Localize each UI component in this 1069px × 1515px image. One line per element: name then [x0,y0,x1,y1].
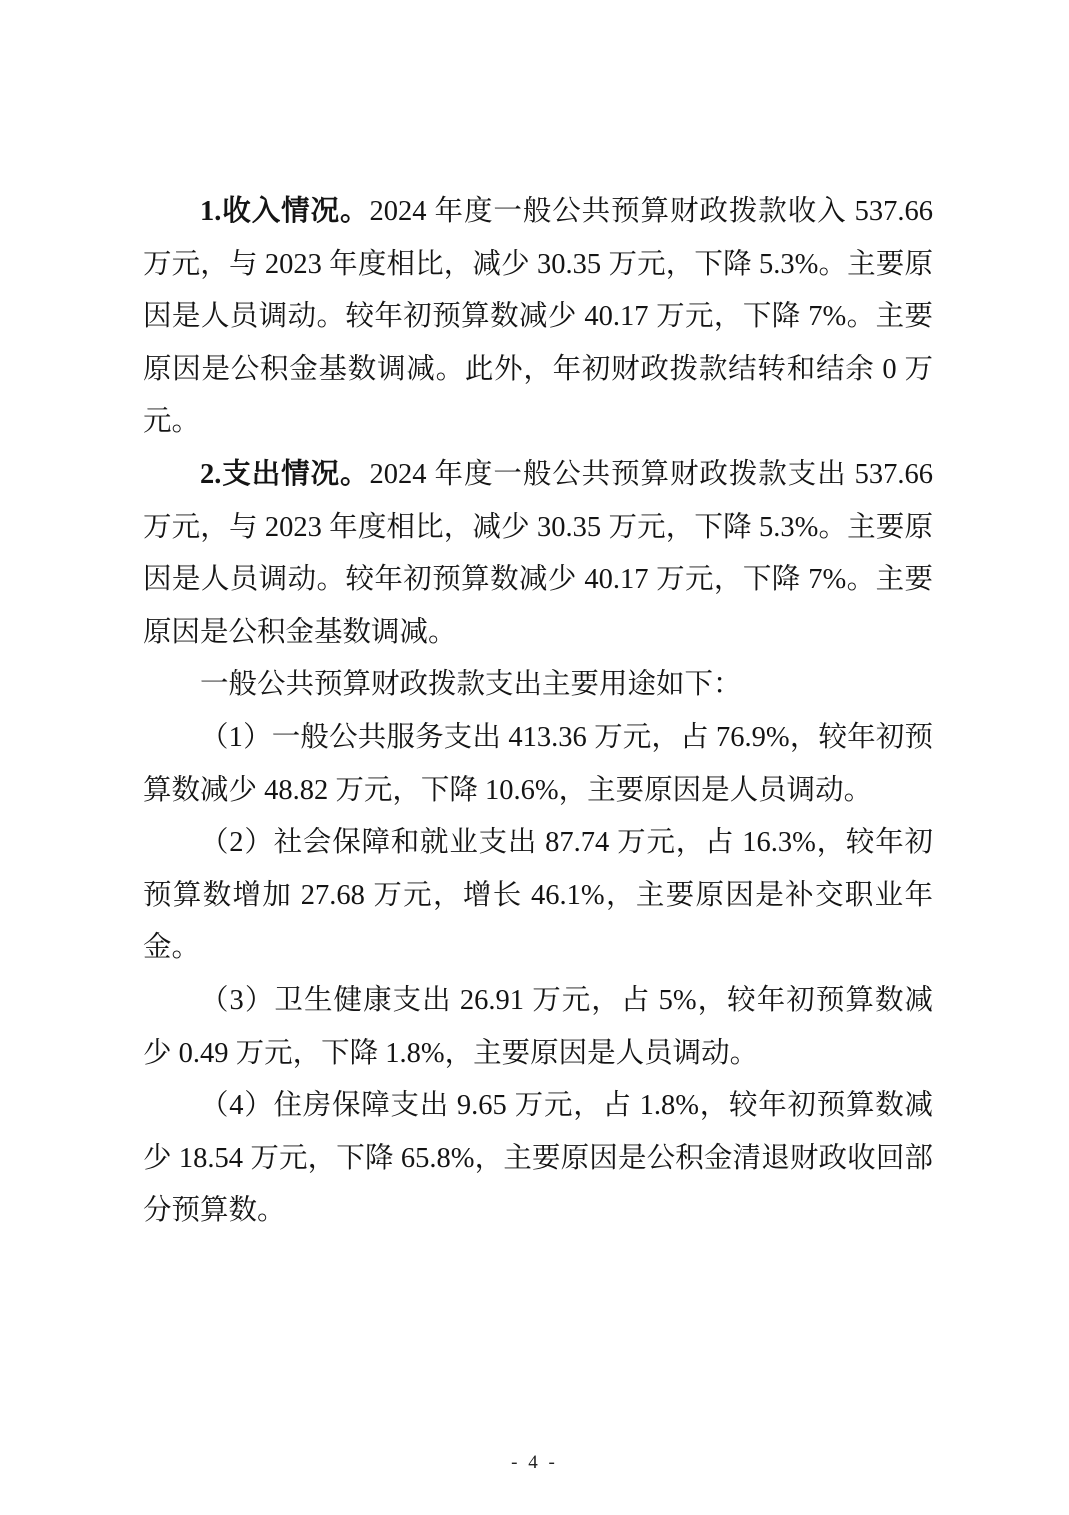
document-body [143,186,933,1238]
paragraph: （2）社会保障和就业支出 87.74 万元，占 16.3%，较年初预算数增加 27.68 万元，增长 46.1%，主要原因是补交职业年金。 [143,827,933,964]
paragraph: 2.支出情况。2024 年度一般公共预算财政拨款支出 537.66 万元，与 2023 年度相比，减少 30.35 万元，下降 5.3%。主要原因是人员调动。较年初预算数减少 40.17 万元，下降 7%。主要原因是公积金基数调减。 [143,458,933,648]
paragraph: （4）住房保障支出 9.65 万元，占 1.8%，较年初预算数减少 18.54 万元，下降 65.8%，主要原因是公积金清退财政收回部分预算数。 [143,1090,933,1227]
page-footer [0,1452,1069,1474]
paragraph: （1）一般公共服务支出 413.36 万元，占 76.9%，较年初预算数减少 48.82 万元，下降 10.6%，主要原因是人员调动。 [143,721,933,806]
page-number: - 4 - [511,1452,558,1473]
paragraph-lead: 1.收入情况。 [200,196,370,227]
paragraph: 1.收入情况。2024 年度一般公共预算财政拨款收入 537.66 万元，与 2023 年度相比，减少 30.35 万元，下降 5.3%。主要原因是人员调动。较年初预算数减少 40.17 万元，下降 7%。主要原因是公积金基数调减。此外，年初财政拨款结转和结余 0 万元。 [143,196,933,438]
paragraph-lead: 2.支出情况。 [200,458,370,490]
paragraph: 一般公共预算财政拨款支出主要用途如下： [200,669,742,701]
paragraph: （3）卫生健康支出 26.91 万元，占 5%，较年初预算数减少 0.49 万元，下降 1.8%，主要原因是人员调动。 [143,984,933,1069]
